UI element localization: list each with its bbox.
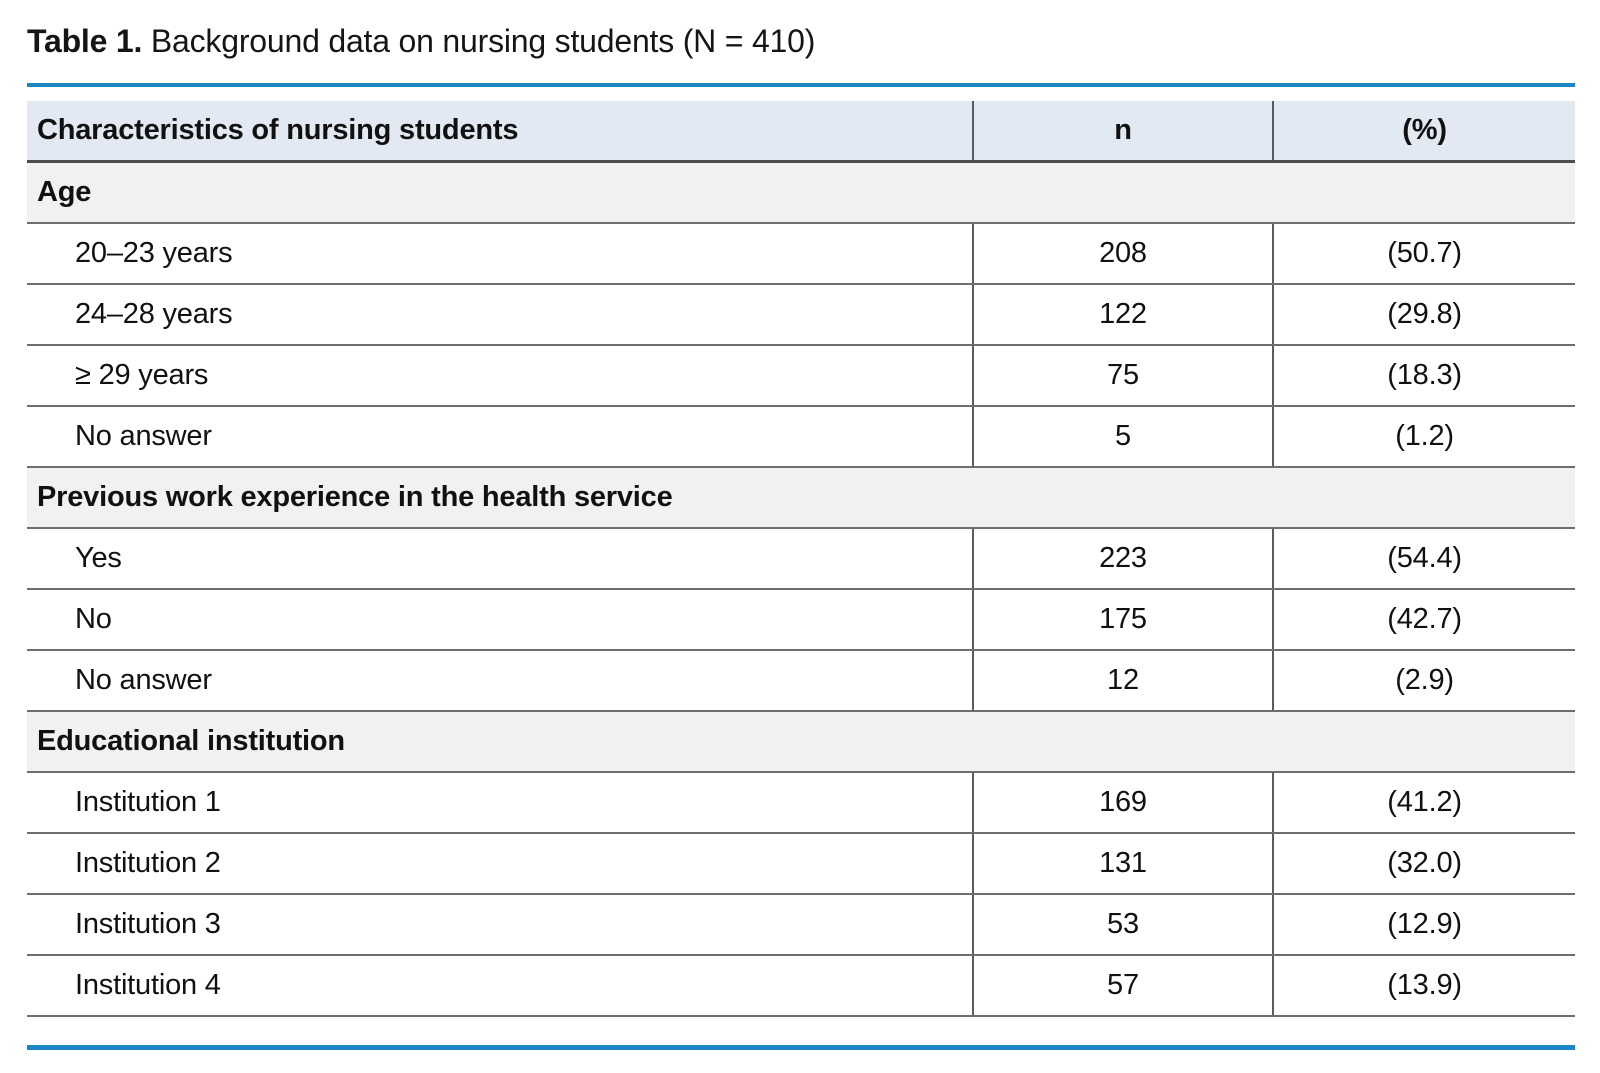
row-label-cell: No answer: [27, 406, 973, 467]
column-header-percent: (%): [1273, 101, 1575, 162]
percent-value-cell: (18.3): [1273, 345, 1575, 406]
background-data-table: [27, 101, 1575, 1017]
n-value-cell: 131: [973, 833, 1273, 894]
percent-value-cell: (50.7): [1273, 223, 1575, 284]
n-value-cell: 53: [973, 894, 1273, 955]
percent-value-cell: (1.2): [1273, 406, 1575, 467]
n-value-cell: 57: [973, 955, 1273, 1016]
section-row: [27, 162, 1575, 224]
section-header: Educational institution: [27, 711, 1575, 772]
n-value-cell: 5: [973, 406, 1273, 467]
table-row: [27, 223, 1575, 284]
percent-value-cell: (13.9): [1273, 955, 1575, 1016]
section-row: [27, 711, 1575, 772]
n-value-cell: 223: [973, 528, 1273, 589]
table-caption-text: Background data on nursing students (N = 410): [150, 23, 816, 59]
table-row: [27, 528, 1575, 589]
n-value-cell: 175: [973, 589, 1273, 650]
table-row: [27, 894, 1575, 955]
table-row: [27, 955, 1575, 1016]
row-label-cell: ≥ 29 years: [27, 345, 973, 406]
table-row: [27, 650, 1575, 711]
row-label-cell: 20–23 years: [27, 223, 973, 284]
row-label-cell: Institution 2: [27, 833, 973, 894]
row-label-cell: Yes: [27, 528, 973, 589]
column-header-characteristics: Characteristics of nursing students: [27, 101, 973, 162]
table-row: [27, 345, 1575, 406]
row-label-cell: 24–28 years: [27, 284, 973, 345]
percent-value-cell: (41.2): [1273, 772, 1575, 833]
header-row: [27, 101, 1575, 162]
bottom-rule: [27, 1045, 1575, 1050]
percent-value-cell: (29.8): [1273, 284, 1575, 345]
percent-value-cell: (2.9): [1273, 650, 1575, 711]
table-caption: [27, 0, 1575, 62]
section-header: Age: [27, 162, 1575, 224]
section-header: Previous work experience in the health service: [27, 467, 1575, 528]
table-row: [27, 406, 1575, 467]
table-row: [27, 284, 1575, 345]
row-label-cell: No: [27, 589, 973, 650]
n-value-cell: 169: [973, 772, 1273, 833]
row-label-cell: Institution 1: [27, 772, 973, 833]
percent-value-cell: (42.7): [1273, 589, 1575, 650]
row-label-cell: Institution 4: [27, 955, 973, 1016]
n-value-cell: 122: [973, 284, 1273, 345]
row-label-cell: Institution 3: [27, 894, 973, 955]
table-row: [27, 833, 1575, 894]
n-value-cell: 208: [973, 223, 1273, 284]
row-label-cell: No answer: [27, 650, 973, 711]
percent-value-cell: (54.4): [1273, 528, 1575, 589]
table-caption-number: Table 1.: [27, 23, 143, 59]
n-value-cell: 12: [973, 650, 1273, 711]
table-row: [27, 772, 1575, 833]
top-rule: [27, 83, 1575, 87]
section-row: [27, 467, 1575, 528]
table-row: [27, 589, 1575, 650]
percent-value-cell: (12.9): [1273, 894, 1575, 955]
n-value-cell: 75: [973, 345, 1273, 406]
percent-value-cell: (32.0): [1273, 833, 1575, 894]
column-header-n: n: [973, 101, 1273, 162]
